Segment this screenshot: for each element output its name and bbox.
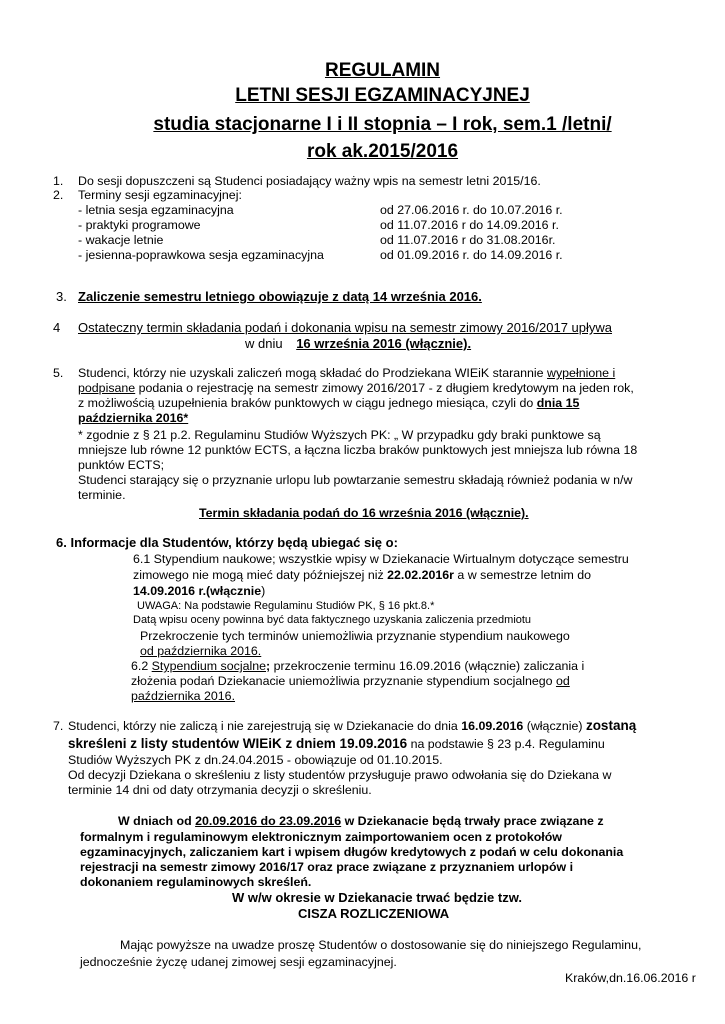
section-5-date-cont: października 2016* <box>78 411 189 425</box>
section-5-number: 5. <box>53 366 64 380</box>
session-row-dates: od 11.07.2016 r do 31.08.2016r. <box>380 233 556 247</box>
session-row-label: - jesienna-poprawkowa sesja egzaminacyjna <box>78 248 324 262</box>
session-row-dates: od 11.07.2016 r do 14.09.2016 r. <box>380 218 559 232</box>
section-6-note: Datą wpisu oceny powinna być data faktycznego uzyskania zaliczenia przedmiotu <box>133 614 532 626</box>
section-6-text: października 2016. <box>131 689 236 703</box>
section-5-text: Studenci starający się o przyznanie urlopu lub powtarzanie semestru składają również podania w n/w <box>78 473 633 487</box>
notice-period: W w/w okresie w Dziekanacie trwać będzie tzw. <box>232 890 522 905</box>
section-7-text: Studenci, którzy nie zaliczą i nie zarejestrują się w Dziekanacie do dnia <box>68 719 462 733</box>
section-6-text: zimowego nie mogą mieć daty późniejszej niż <box>133 568 388 582</box>
section-7-emphasis: skreśleni z listy studentów WIEiK z dniem 19.09.2016 <box>68 736 408 751</box>
section-5-line <box>78 396 579 410</box>
section-7-line <box>68 737 605 751</box>
section-5-text: podania o rejestrację na semestr zimowy 2016/2017 - z długiem kredytowym na jeden rok, <box>135 381 634 395</box>
section-6-line <box>131 674 570 688</box>
section-1-number: 1. <box>53 174 64 188</box>
section-5-line <box>78 366 615 380</box>
section-3-number: 3. <box>56 289 67 304</box>
section-4-pre: w dniu <box>245 336 283 351</box>
section-6-text: złożenia podań Dziekanacie uniemożliwia przyznanie stypendium socjalnego <box>131 674 556 688</box>
session-row-label: - wakacje letnie <box>78 233 164 247</box>
section-3-text: Zaliczenie semestru letniego obowiązuje z datą 14 września 2016. <box>78 289 482 304</box>
session-row-dates: od 27.06.2016 r. do 10.07.2016 r. <box>380 203 563 217</box>
section-5-text: terminie. <box>78 488 126 502</box>
section-7-emphasis: zostaną <box>585 718 637 733</box>
section-7-line <box>68 719 636 733</box>
notice-line <box>118 814 604 828</box>
section-2-title: Terminy sesji egzaminacyjnej: <box>78 188 242 202</box>
section-5-deadline: Termin składania podań do 16 września 2016 (włącznie). <box>199 506 529 520</box>
section-5-line <box>78 381 634 395</box>
closing-text: jednocześnie życzę udanej zimowej sesji egzaminacyjnej. <box>80 955 397 969</box>
section-6-text: od października 2016. <box>140 644 262 658</box>
section-7-number: 7. <box>53 719 64 733</box>
session-row-dates: od 01.09.2016 r. do 14.09.2016 r. <box>380 248 563 262</box>
section-5-text: z możliwością uzupełnienia braków punktowych w ciągu jednego miesiąca, czyli do <box>78 396 537 410</box>
section-5-footnote: punktów ECTS; <box>78 458 165 472</box>
doc-study-type: studia stacjonarne I i II stopnia – I rok, sem.1 /letni/ <box>153 114 612 135</box>
section-6-date: 14.09.2016 r.(włącznie <box>133 584 262 598</box>
section-7-text: Studiów Wyższych PK z dn.24.04.2015 - obowiązuje od 01.10.2015. <box>68 753 443 767</box>
section-6-date: 22.02.2016r <box>387 568 454 582</box>
session-row-label: - letnia sesja egzaminacyjna <box>78 203 234 217</box>
section-6-text: a w semestrze letnim do <box>453 568 592 582</box>
section-5-footnote: mniejsze lub równe 12 punktów ECTS, a łączna liczba braków punktowych jest mniejsza lub równa 18 <box>78 443 638 457</box>
notice-text: rejestracji na semestr zimowy 2016/17 oraz prace związane z przyznaniem urlopów i <box>80 860 574 874</box>
section-1-text: Do sesji dopuszczeni są Studenci posiadający ważny wpis na semestr letni 2015/16. <box>78 174 541 188</box>
section-7-date: 16.09.2016 <box>461 719 524 733</box>
notice-text: W dniach od <box>118 814 196 828</box>
section-6-text: przekroczenie terminu 16.09.2016 (włącznie) zaliczania i <box>270 659 585 673</box>
section-5-text: Studenci, którzy nie uzyskali zaliczeń mogą składać do Prodziekana WIEiK starannie <box>78 366 548 380</box>
section-6-text: 6.2 <box>131 659 152 673</box>
notice-text: egzaminacyjnych, zaliczaniem kart i wpisem długów kredytowych z podań w celu dokonania <box>80 845 624 859</box>
section-6-text: ) <box>261 584 266 598</box>
section-6-text: ; <box>266 659 271 673</box>
notice-text: formalnym i regulaminowym elektronicznym zaimportowaniem ocen z protokołów <box>80 830 562 844</box>
section-6-text: od <box>555 674 570 688</box>
section-5-filled: wypełnione i <box>547 366 616 380</box>
section-6-line <box>133 568 591 582</box>
section-5-date: dnia 15 <box>536 396 580 410</box>
doc-year: rok ak.2015/2016 <box>306 141 459 162</box>
notice-dates: 20.09.2016 do 23.09.2016 <box>195 814 342 828</box>
section-5-signed: podpisane <box>78 381 136 395</box>
section-4-number: 4 <box>53 320 61 335</box>
section-4-date: 16 września 2016 (włącznie). <box>296 336 472 351</box>
doc-title: REGULAMIN <box>324 60 441 81</box>
section-6-text: Przekroczenie tych terminów uniemożliwia przyznanie stypendium naukowego <box>140 629 570 643</box>
section-6-line <box>131 659 584 673</box>
section-7-text: terminie 14 dni od daty otrzymania decyzji o skreśleniu. <box>68 783 372 797</box>
section-6-text: 6.1 Stypendium naukowe; wszystkie wpisy w Dziekanacie Wirtualnym dotyczące semestru <box>133 552 629 566</box>
signature-date: Kraków,dn.16.06.2016 r <box>565 971 696 985</box>
section-6-line <box>133 584 265 598</box>
section-4-deadline <box>245 336 471 351</box>
section-6-note: UWAGA: Na podstawie Regulaminu Studiów PK, § 16 pkt.8.* <box>137 600 435 612</box>
section-6-title: 6. Informacje dla Studentów, którzy będą ubiegać się o: <box>56 535 398 550</box>
section-5-footnote: * zgodnie z § 21 p.2. Regulaminu Studiów Wyższych PK: „ W przypadku gdy braki punktowe są <box>78 428 601 442</box>
section-4-text: Ostateczny termin składania podań i dokonania wpisu na semestr zimowy 2016/2017 upływa <box>78 320 613 335</box>
notice-text: dokonaniem regulaminowych skreśleń. <box>80 875 312 889</box>
notice-quiet-period: CISZA ROZLICZENIOWA <box>298 906 450 921</box>
section-7-text: Od decyzji Dziekana o skreśleniu z listy studentów przysługuje prawo odwołania się do Dziekana w <box>68 768 612 782</box>
section-7-text: (włącznie) <box>523 719 586 733</box>
session-row-label: - praktyki programowe <box>78 218 201 232</box>
section-2-number: 2. <box>53 188 64 202</box>
section-6-social: Stypendium socjalne <box>151 659 267 673</box>
doc-subtitle: LETNI SESJI EGZAMINACYJNEJ <box>235 85 530 106</box>
closing-text: Mając powyższe na uwadze proszę Studentów o dostosowanie się do niniejszego Regulaminu, <box>120 938 642 952</box>
section-7-text: na podstawie § 23 p.4. Regulaminu <box>407 737 605 751</box>
notice-text: w Dziekanacie będą trwały prace związane z <box>341 814 604 828</box>
